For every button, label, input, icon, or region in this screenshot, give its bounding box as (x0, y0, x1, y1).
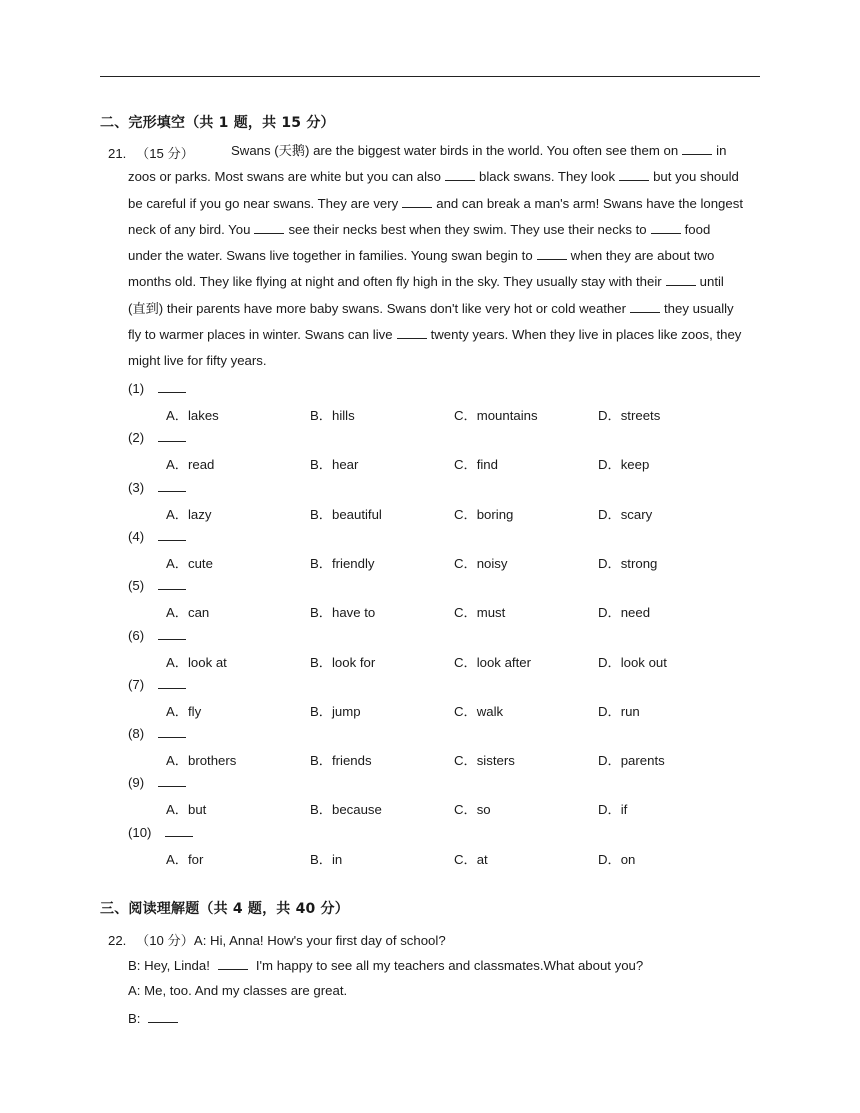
answer-blank[interactable] (158, 725, 186, 738)
answer-blank[interactable] (158, 429, 186, 442)
option-c[interactable]: C．look after (454, 654, 531, 670)
item-number: (4) (128, 528, 190, 544)
item-number: (8) (128, 725, 190, 741)
answer-blank[interactable] (158, 577, 186, 590)
option-d[interactable]: D．strong (598, 555, 658, 571)
blank-dialogue-2 (148, 1010, 178, 1023)
option-a[interactable]: A．but (166, 802, 207, 818)
option-d[interactable]: D．if (598, 802, 628, 818)
dialogue-line-2: B: Hey, Linda! I'm happy to see all my teachers and classmates.What about you? (128, 958, 644, 973)
dialogue-line-1: A: Hi, Anna! How's your first day of school? (193, 933, 446, 948)
option-b[interactable]: B．hear (310, 457, 359, 473)
item-number: (7) (128, 676, 190, 692)
option-c[interactable]: C．at (454, 851, 488, 867)
item-number: (3) (128, 479, 190, 495)
option-d[interactable]: D．run (598, 703, 640, 719)
option-d[interactable]: D．on (598, 851, 636, 867)
option-a[interactable]: A．can (166, 605, 210, 621)
blank-3 (619, 168, 649, 181)
option-c[interactable]: C．sisters (454, 753, 515, 769)
option-b[interactable]: B．friendly (310, 555, 375, 571)
option-c[interactable]: C．mountains (454, 408, 538, 423)
item-number: (6) (128, 627, 190, 643)
option-d[interactable]: D．scary (598, 506, 653, 522)
blank-2 (445, 168, 475, 181)
question-22-header (108, 930, 446, 949)
answer-blank[interactable] (165, 824, 193, 837)
option-d[interactable]: D．keep (598, 457, 650, 473)
item-number: (5) (128, 577, 190, 593)
option-d[interactable]: D．parents (598, 753, 665, 769)
dialogue-line-3: A: Me, too. And my classes are great. (128, 983, 348, 998)
question-score: （10 分） (136, 933, 194, 948)
answer-blank[interactable] (158, 774, 186, 787)
option-b[interactable]: B．beautiful (310, 506, 382, 522)
option-c[interactable]: C．boring (454, 506, 514, 522)
question-score: （15 分） (136, 146, 194, 161)
item-number: (2) (128, 429, 190, 445)
option-a[interactable]: A．fly (166, 703, 202, 719)
blank-8 (666, 273, 696, 286)
answer-blank[interactable] (158, 380, 186, 393)
option-b[interactable]: B．hills (310, 408, 355, 423)
option-b[interactable]: B．in (310, 851, 343, 867)
blank-1 (682, 142, 712, 155)
option-a[interactable]: A．brothers (166, 753, 237, 769)
question-number: 22. (108, 933, 127, 948)
option-a[interactable]: A．lakes (166, 408, 219, 423)
blank-7 (537, 247, 567, 260)
option-b[interactable]: B．jump (310, 703, 361, 719)
blank-10 (397, 326, 427, 339)
answer-blank[interactable] (158, 528, 186, 541)
option-b[interactable]: B．look for (310, 654, 376, 670)
option-b[interactable]: B．have to (310, 605, 376, 621)
blank-9 (630, 300, 660, 313)
option-c[interactable]: C．find (454, 457, 498, 473)
answer-blank[interactable] (158, 627, 186, 640)
item-number: (9) (128, 774, 190, 790)
section-title-reading: 三、阅读理解题（共 4 题，共 40 分） (100, 901, 349, 917)
option-a[interactable]: A．read (166, 457, 215, 473)
answer-blank[interactable] (158, 676, 186, 689)
blank-6 (651, 221, 681, 234)
dialogue-line-4: B: (128, 1010, 182, 1026)
section-title-cloze: 二、完形填空（共 1 题，共 15 分） (100, 115, 335, 131)
option-a[interactable]: A．for (166, 851, 204, 867)
option-a[interactable]: A．look at (166, 654, 227, 670)
option-d[interactable]: D．streets (598, 408, 661, 423)
option-b[interactable]: B．friends (310, 753, 372, 769)
item-number: (1) (128, 380, 190, 396)
blank-5 (254, 221, 284, 234)
option-a[interactable]: A．lazy (166, 506, 212, 522)
answer-blank[interactable] (158, 479, 186, 492)
blank-dialogue-1 (218, 957, 248, 970)
option-d[interactable]: D．need (598, 605, 651, 621)
item-number: (10) (128, 824, 197, 840)
option-d[interactable]: D．look out (598, 654, 667, 670)
option-c[interactable]: C．walk (454, 703, 504, 719)
option-a[interactable]: A．cute (166, 555, 213, 571)
option-c[interactable]: C．noisy (454, 555, 508, 571)
question-number: 21. (108, 146, 127, 161)
option-b[interactable]: B．because (310, 802, 382, 818)
header-rule (100, 76, 760, 77)
option-c[interactable]: C．must (454, 605, 506, 621)
blank-4 (402, 195, 432, 208)
option-c[interactable]: C．so (454, 802, 491, 818)
cloze-passage: Swans (天鹅) are the biggest water birds in the world. You often see them on in zoos or parks. Most swans are white but you can also black swans. They look but you should be careful if you go near swans. They are very and can break a man's arm! Swans have the longest neck of any bird. You see their necks best when they swim. They use their necks to food under the water. Swans live together in families. Young swan begin to when they are about two months old. They like flying at night and often fly high in the sky. They usually stay with their until (直到) their parents have more baby swans. Swans don't like very hot or cold weather they usually fly to warmer places in winter. Swans can live twenty years. When they live in places like zoos, they might live for fifty years. (128, 143, 743, 369)
